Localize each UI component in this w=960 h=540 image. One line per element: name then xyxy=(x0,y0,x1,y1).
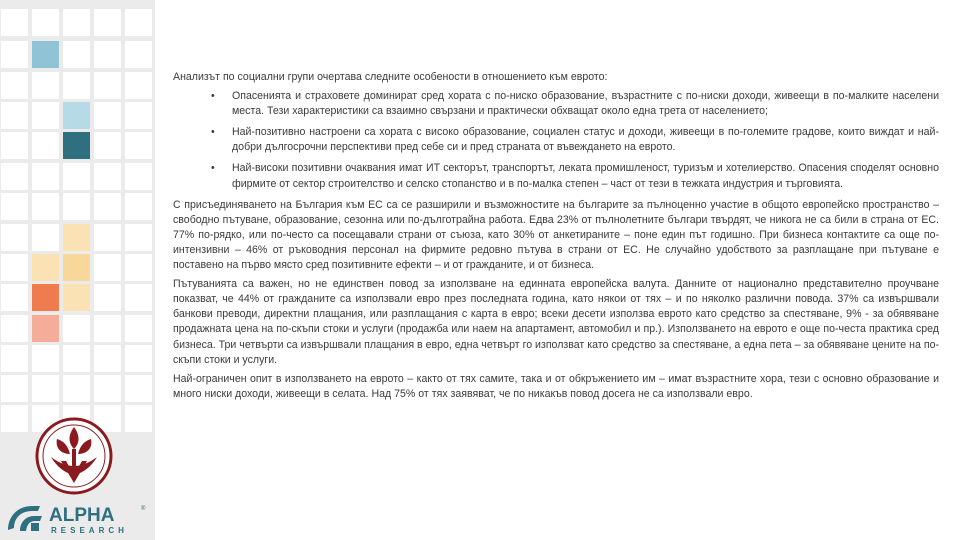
decorative-tile xyxy=(63,132,90,159)
decorative-tile xyxy=(1,72,28,99)
decorative-tile xyxy=(32,375,59,402)
decorative-tile xyxy=(94,163,121,190)
decorative-tile xyxy=(1,284,28,311)
decorative-tile xyxy=(125,345,152,372)
decorative-tile xyxy=(1,405,28,432)
decorative-tile xyxy=(125,224,152,251)
decorative-tile xyxy=(32,163,59,190)
paragraph-limited-experience: Най-ограничен опит в използването на еврото – както от тях самите, така и от обкръжението им – имат възрастните хора, тези с основно образование и много ниски доходи, живеещи в селата. Над 75% от тях заявяват, че по никакъв повод досега не са използвали евро. xyxy=(173,372,939,400)
decorative-tile xyxy=(94,72,121,99)
decorative-tile xyxy=(1,9,28,36)
decorative-tile xyxy=(1,224,28,251)
decorative-tile xyxy=(125,254,152,281)
decorative-tile xyxy=(94,193,121,220)
decorative-tile xyxy=(32,41,59,68)
list-item: • Опасенията и страховете доминират сред хората с по-ниско образование, възрастните с по-ниски доходи, живеещи в по-малките населени места. Тези характеристики са взаимно свързани и практически обхващат около една трета от населението; xyxy=(232,89,939,119)
decorative-tile xyxy=(94,284,121,311)
decorative-tile xyxy=(125,9,152,36)
decorative-tile xyxy=(63,9,90,36)
decorative-tile xyxy=(1,345,28,372)
decorative-tile xyxy=(94,315,121,342)
decorative-tile xyxy=(32,254,59,281)
decorative-tile xyxy=(125,41,152,68)
decorative-tile xyxy=(94,132,121,159)
decorative-tile xyxy=(94,375,121,402)
decorative-sidebar xyxy=(0,0,155,540)
decorative-tile xyxy=(125,284,152,311)
decorative-tile xyxy=(32,72,59,99)
intro-paragraph: Анализът по социални групи очертава следните особености в отношението към еврото: xyxy=(173,71,608,83)
decorative-tile xyxy=(125,132,152,159)
decorative-tile xyxy=(94,41,121,68)
decorative-tile xyxy=(63,284,90,311)
decorative-tile xyxy=(125,193,152,220)
decorative-tile xyxy=(32,193,59,220)
decorative-tile xyxy=(32,224,59,251)
decorative-tile xyxy=(32,132,59,159)
main-text xyxy=(173,70,939,406)
alpha-logo-mark-icon xyxy=(6,500,154,536)
paragraph-eu-travel: С присъединяването на България към ЕС са се разширили и възможностите на българите за пълноценно участие в общото европейско пространство – свободно пътуване, образование, сезонна или по-дълготрайна работа. Едва 23% от пълнолетните българи твърдят, че никога не са били в страна от ЕС. 77% по-рядко, или по-често са посещавали страни от съюза, като 30% от анкетираните – поне един път годишно. При бизнеса контактите са още по-интензивни – 46% от ръководния персонал на фирмите редовно пътува в страни от ЕС. Не случайно удобството за разплащане при пътуване е поставено на първо място сред позитивните ефекти – и от гражданите, и от бизнеса. xyxy=(173,198,939,272)
decorative-tile xyxy=(63,345,90,372)
decorative-tile xyxy=(63,163,90,190)
decorative-tile xyxy=(1,375,28,402)
decorative-tile xyxy=(63,193,90,220)
decorative-tile xyxy=(1,163,28,190)
decorative-tile xyxy=(1,315,28,342)
logo-registered-mark: ® xyxy=(141,506,146,512)
decorative-tile xyxy=(1,132,28,159)
decorative-tile xyxy=(125,72,152,99)
decorative-tile xyxy=(94,345,121,372)
decorative-tile xyxy=(63,224,90,251)
decorative-tile xyxy=(125,375,152,402)
decorative-tile xyxy=(1,254,28,281)
decorative-tile xyxy=(125,405,152,432)
decorative-tile xyxy=(32,9,59,36)
decorative-tile xyxy=(94,254,121,281)
decorative-tile xyxy=(94,224,121,251)
decorative-tile xyxy=(63,102,90,129)
decorative-tile xyxy=(1,102,28,129)
decorative-tile xyxy=(1,193,28,220)
decorative-tile xyxy=(125,163,152,190)
decorative-tile xyxy=(63,41,90,68)
alpha-research-logo xyxy=(6,500,154,536)
crest-emblem-icon xyxy=(35,417,113,495)
decorative-tile xyxy=(63,72,90,99)
decorative-tile xyxy=(125,315,152,342)
decorative-tile xyxy=(32,315,59,342)
paragraph-euro-usage: Пътуванията са важен, но не единствен повод за използване на единната европейска валута. Данните от национално представително проучване показват, че 44% от гражданите са използвали евро през последната година, като някои от тях – и по няколко различни повода. 37% са извършвали банкови преводи, директни плащания, или разплащания с карта в евро; всеки десети използва еврото като средство за спестяване, 9% - за обявяване продажната цена на по-скъпи стоки и услуги (продажба или наем на апартамент, автомобил и пр.). Използването на еврото е още по-честа практика сред бизнеса. Три четвърти са извършвали плащания в евро, една четвърт го използват като средство за спестяване, а една пета – за обявяване цените на по-скъпи стоки и услуги. xyxy=(173,278,939,366)
list-item: • Най-високи позитивни очаквания имат ИТ секторът, транспортът, леката промишленост, туризъм и хотелиерство. Опасения споделят основно фирмите от сектор строителство и селско стопанство и в по-малка степен – част от тези в тежката индустрия и търговията. xyxy=(232,161,939,191)
decorative-tile xyxy=(32,284,59,311)
logo-subtitle: RESEARCH xyxy=(51,526,128,535)
decorative-tile xyxy=(32,345,59,372)
decorative-tile xyxy=(125,102,152,129)
decorative-tile xyxy=(63,315,90,342)
decorative-tile xyxy=(63,375,90,402)
decorative-tile xyxy=(1,41,28,68)
decorative-tile xyxy=(94,9,121,36)
logo-name: ALPHA xyxy=(49,505,115,526)
findings-list xyxy=(173,89,939,192)
decorative-tile xyxy=(63,254,90,281)
list-item: • Най-позитивно настроени са хората с високо образование, социален статус и доходи, живеещи в по-големите градове, които виждат и най-добри дългосрочни перспективи пред себе си и пред страната от въвеждането на еврото. xyxy=(232,125,939,155)
decorative-tile xyxy=(32,102,59,129)
decorative-tile xyxy=(94,102,121,129)
